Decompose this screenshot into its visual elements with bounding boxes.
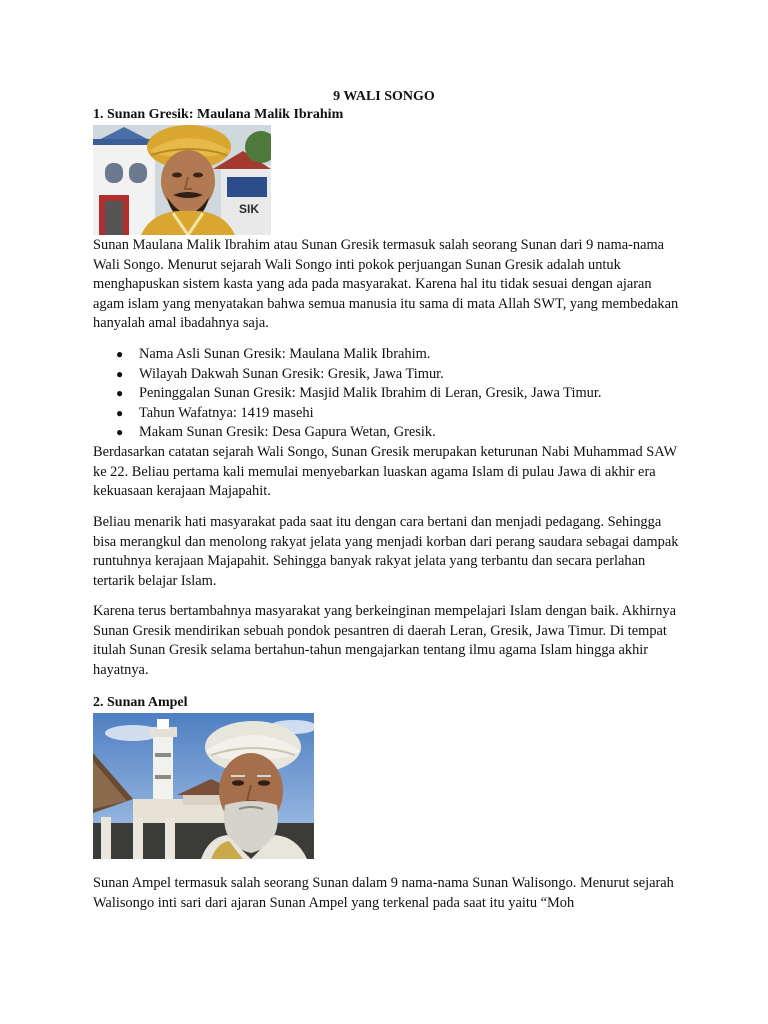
fact-text: Nama Asli Sunan Gresik: Maulana Malik Ibrahim. [139, 346, 431, 362]
fact-item [93, 404, 693, 424]
fact-item [93, 365, 693, 385]
sunan-ampel-intro: Sunan Ampel termasuk salah seorang Sunan dalam 9 nama-nama Sunan Walisongo. Menurut sejarah Walisongo inti sari dari ajaran Sunan Ampel yang terkenal pada saat itu yaitu “Moh [93, 875, 674, 911]
sunan-gresik-paragraph-lineage: Berdasarkan catatan sejarah Wali Songo, Sunan Gresik merupakan keturunan Nabi Muhammad SAW ke 22. Beliau pertama kali memulai menyebarkan luaskan agama Islam di pulau Jawa di akhir era kekuasaan kerajaan Majapahit. [93, 444, 677, 500]
sunan-ampel-portrait [93, 713, 314, 859]
bullet-dot-icon: ● [116, 425, 124, 440]
fact-item [93, 345, 693, 365]
fact-text: Tahun Wafatnya: 1419 masehi [139, 404, 314, 421]
sign-text: SIK [239, 202, 260, 216]
fact-text: Wilayah Dakwah Sunan Gresik: Gresik, Jawa Timur. [139, 365, 444, 382]
fact-item [93, 384, 693, 404]
fact-item [93, 423, 693, 443]
sunan-gresik-portrait [93, 125, 271, 235]
bullet-dot-icon: ● [116, 347, 124, 361]
sunan-gresik-paragraph-pesantren: Karena terus bertambahnya masyarakat yang berkeinginan mempelajari Islam dengan baik. Akhirnya Sunan Gresik mendirikan sebuah pondok pesantren di daerah Leran, Gresik, Jawa Timur. Di tempat itulah Sunan Gresik selama bertahun-tahun mengajarkan tentang ilmu agama Islam hingga akhir hayatnya. [93, 603, 676, 678]
sunan-gresik-facts [93, 345, 693, 443]
bullet-dot-icon: ● [116, 386, 124, 401]
fact-text: Peninggalan Sunan Gresik: Masjid Malik Ibrahim di Leran, Gresik, Jawa Timur. [139, 385, 602, 402]
bullet-dot-icon: ● [116, 366, 124, 381]
fact-text: Makam Sunan Gresik: Desa Gapura Wetan, Gresik. [139, 424, 436, 441]
section-heading-sunan-gresik: 1. Sunan Gresik: Maulana Malik Ibrahim [93, 107, 344, 122]
document-title: 9 WALI SONGO [333, 89, 435, 104]
sunan-gresik-paragraph-trade: Beliau menarik hati masyarakat pada saat itu dengan cara bertani dan menjadi pedagang. Sehingga bisa merangkul dan menolong rakyat jelata yang menjadi korban dari perang saudara sebagai dampak runtuhnya kerajaan Majapahit. Sehingga banyak rakyat jelata yang terbantu dan secara perlahan tertarik belajar Islam. [93, 514, 679, 589]
section-heading-sunan-ampel: 2. Sunan Ampel [93, 695, 188, 710]
sunan-gresik-intro: Sunan Maulana Malik Ibrahim atau Sunan Gresik termasuk salah seorang Sunan dari 9 nama-nama Wali Songo. Menurut sejarah Wali Songo inti pokok perjuangan Sunan Gresik adalah untuk menghapuskan sistem kasta yang ada pada masyarakat. Karena hal itu tidak sesuai dengan ajaran agam islam yang menyatakan bahwa semua manusia itu sama di mata Allah SWT, yang membedakan hanyalah amal ibadahnya saja. [93, 237, 679, 332]
bullet-dot-icon: ● [116, 405, 124, 420]
